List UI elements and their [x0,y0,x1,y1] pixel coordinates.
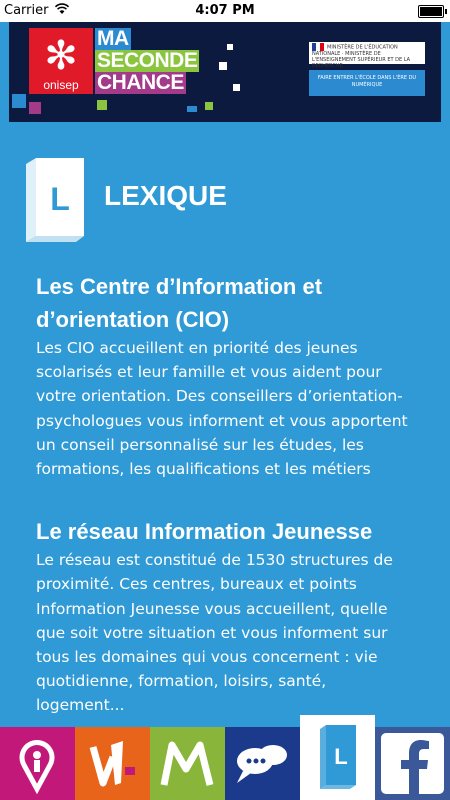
entry-text: Le réseau est constitué de 1530 structures de proximité. Ces centres, bureaux et points Information Jeunesse vous accueillent, quelle que soit votre situation et vous informent sur tous les domaines qui vous concernent : vie quotidienne, formation, loisirs, santé, logement... [36,551,393,715]
numeric-school-logo: FAIRE ENTRER L'ÉCOLE DANS L'ÈRE DU NUMÉRIQUE [309,70,425,96]
lexique-entry [36,515,416,717]
page-title: LEXIQUE [104,180,227,211]
status-bar [0,0,450,22]
clock: 4:07 PM [195,3,255,18]
chat-bubbles-icon [225,727,300,800]
lexique-content[interactable] [36,270,416,752]
onisep-brand: onisep [43,78,79,92]
campaign-line-3: CHANCE [97,71,184,94]
tab-checklist[interactable] [75,727,150,800]
entry-title: Les Centre d’Information et d’orientation (CIO) [36,274,323,332]
campaign-line-2: SECONDE [97,49,198,72]
onisep-star-icon: ✻ [44,33,78,79]
lexique-entry [36,270,416,481]
ministry-logo [309,42,425,69]
m-logo-icon [150,727,225,800]
lexique-book-icon [24,158,86,242]
tab-m[interactable] [150,727,225,800]
map-pin-icon [0,727,75,800]
carrier-label: Carrier [4,3,49,18]
tab-book-letter: L [334,744,348,769]
onisep-logo [29,28,93,94]
header-banner[interactable] [9,22,441,122]
checklist-icon [75,727,150,800]
french-flag-icon [312,43,324,51]
tab-chat[interactable] [225,727,300,800]
facebook-icon [375,727,450,800]
campaign-line-1: MA [97,27,129,50]
lexique-book-icon [300,715,375,800]
battery-icon [418,5,444,18]
campaign-logo [95,28,215,94]
bottom-tab-bar [0,715,450,800]
tab-facebook[interactable] [375,727,450,800]
entry-text: Les CIO accueillent en priorité des jeunes scolarisés et leur famille et vous aident pour votre orientation. Des conseillers d’orientation-psychologues vous informent et vous apportent un conseil personnalisé sur les études, les formations, les qualifications et les métiers [36,339,408,479]
book-letter: L [50,181,70,217]
ministry-text: MINISTÈRE DE L'ÉDUCATION NATIONALE · MINISTÈRE DE L'ENSEIGNEMENT SUPÉRIEUR ET DE LA RECHERCHE [312,44,411,69]
entry-title: Le réseau Information Jeunesse [36,519,373,545]
tab-lexique[interactable] [300,715,375,800]
tab-map[interactable] [0,727,75,800]
